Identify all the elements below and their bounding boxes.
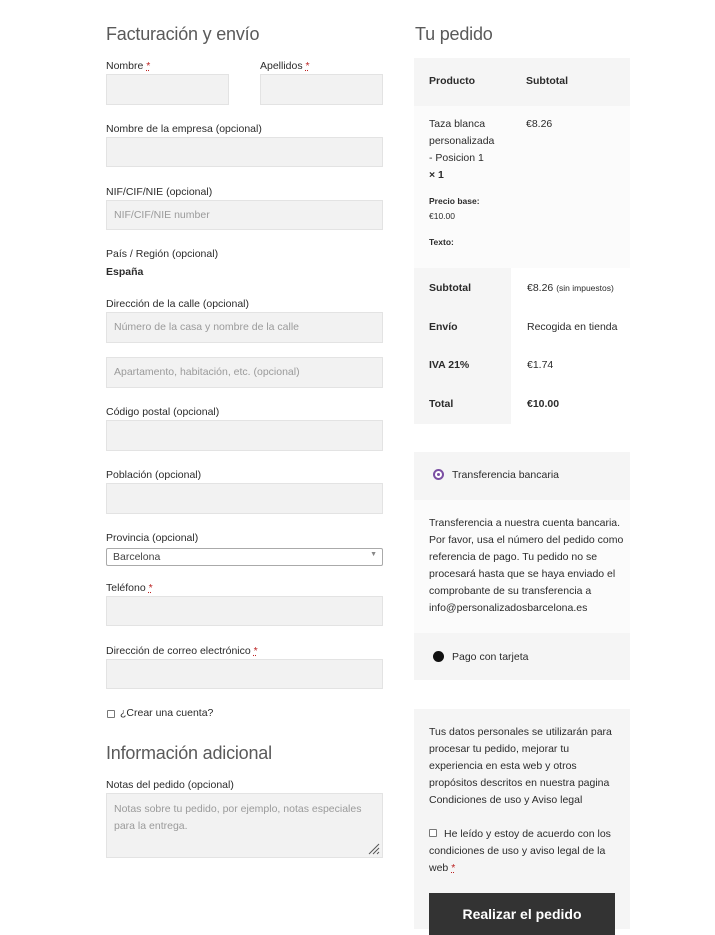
country-value: España — [106, 266, 144, 278]
last-name-label: Apellidos * — [260, 60, 310, 72]
card-payment-label[interactable]: Pago con tarjeta — [452, 651, 529, 663]
nif-label: NIF/CIF/NIE (opcional) — [106, 186, 213, 198]
email-label: Dirección de correo electrónico * — [106, 645, 258, 657]
postcode-input[interactable] — [106, 420, 383, 451]
company-label: Nombre de la empresa (opcional) — [106, 123, 262, 135]
shipping-value: Recogida en tienda — [527, 321, 618, 333]
province-select-value: Barcelona — [113, 551, 161, 563]
tax-value: €1.74 — [527, 359, 554, 371]
street2-input[interactable]: Apartamento, habitación, etc. (opcional) — [106, 357, 383, 388]
base-price-value: €10.00 — [429, 211, 455, 221]
bank-description: Transferencia a nuestra cuenta bancaria. Por favor, usa el número del pedido como referencia de pago. Tu pedido no se procesará hasta que se haya enviado el comprobante de su transferencia a info@personalizadosbarcelona.es — [429, 517, 624, 614]
item-name: Taza blanca personalizada - Posicion 1 × 1 — [429, 116, 494, 184]
province-select[interactable] — [106, 548, 383, 566]
total-label: Total — [429, 398, 454, 410]
chevron-down-icon: ▼ — [370, 551, 377, 558]
privacy-text: Tus datos personales se utilizarán para procesar tu pedido, mejorar tu experiencia en esta web y otros propósitos descritos en nuestra pagina Condiciones de uso y Aviso legal — [429, 726, 612, 806]
order-table-header — [414, 58, 630, 106]
order-item-row — [414, 106, 630, 268]
first-name-input[interactable] — [106, 74, 229, 105]
create-account-checkbox[interactable] — [107, 710, 115, 718]
order-title: Tu pedido — [415, 24, 493, 44]
street-label: Dirección de la calle (opcional) — [106, 298, 249, 310]
bank-transfer-label[interactable]: Transferencia bancaria — [452, 469, 559, 481]
col-product: Producto — [429, 75, 476, 87]
card-payment-radio[interactable] — [433, 651, 444, 662]
terms-label: He leído y estoy de acuerdo con los condiciones de uso y aviso legal de la web * — [429, 828, 611, 874]
city-label: Población (opcional) — [106, 469, 202, 481]
nif-input[interactable]: NIF/CIF/NIE number — [106, 200, 383, 230]
item-qty: × 1 — [429, 169, 444, 181]
last-name-input[interactable] — [260, 74, 383, 105]
street-input[interactable]: Número de la casa y nombre de la calle — [106, 312, 383, 343]
notes-textarea[interactable] — [106, 793, 383, 858]
postcode-label: Código postal (opcional) — [106, 406, 220, 418]
notes-label: Notas del pedido (opcional) — [106, 779, 234, 791]
province-label: Provincia (opcional) — [106, 532, 199, 544]
tax-label: IVA 21% — [429, 359, 470, 371]
phone-input[interactable] — [106, 596, 383, 626]
total-value: €10.00 — [527, 398, 560, 410]
bank-transfer-radio[interactable] — [433, 469, 444, 480]
text-label: Texto: — [429, 237, 454, 247]
billing-title: Facturación y envío — [106, 24, 260, 44]
phone-label: Teléfono * — [106, 582, 153, 594]
resize-handle-icon[interactable] — [368, 843, 380, 855]
subtotal-value: €8.26 (sin impuestos) — [527, 282, 614, 294]
place-order-button[interactable]: Realizar el pedido — [429, 893, 615, 935]
company-input[interactable] — [106, 137, 383, 167]
additional-title: Información adicional — [106, 743, 272, 763]
email-input[interactable] — [106, 659, 383, 689]
country-label: País / Región (opcional) — [106, 248, 219, 260]
subtotal-label: Subtotal — [429, 282, 471, 294]
base-price-label: Precio base: — [429, 196, 480, 206]
shipping-label: Envío — [429, 321, 458, 333]
item-price: €8.26 — [526, 118, 553, 130]
first-name-label: Nombre * — [106, 60, 151, 72]
city-input[interactable] — [106, 483, 383, 514]
notes-placeholder: Notas sobre tu pedido, por ejemplo, notas especiales para la entrega. — [114, 803, 362, 832]
create-account-label: ¿Crear una cuenta? — [120, 707, 214, 719]
col-subtotal: Subtotal — [526, 75, 568, 87]
